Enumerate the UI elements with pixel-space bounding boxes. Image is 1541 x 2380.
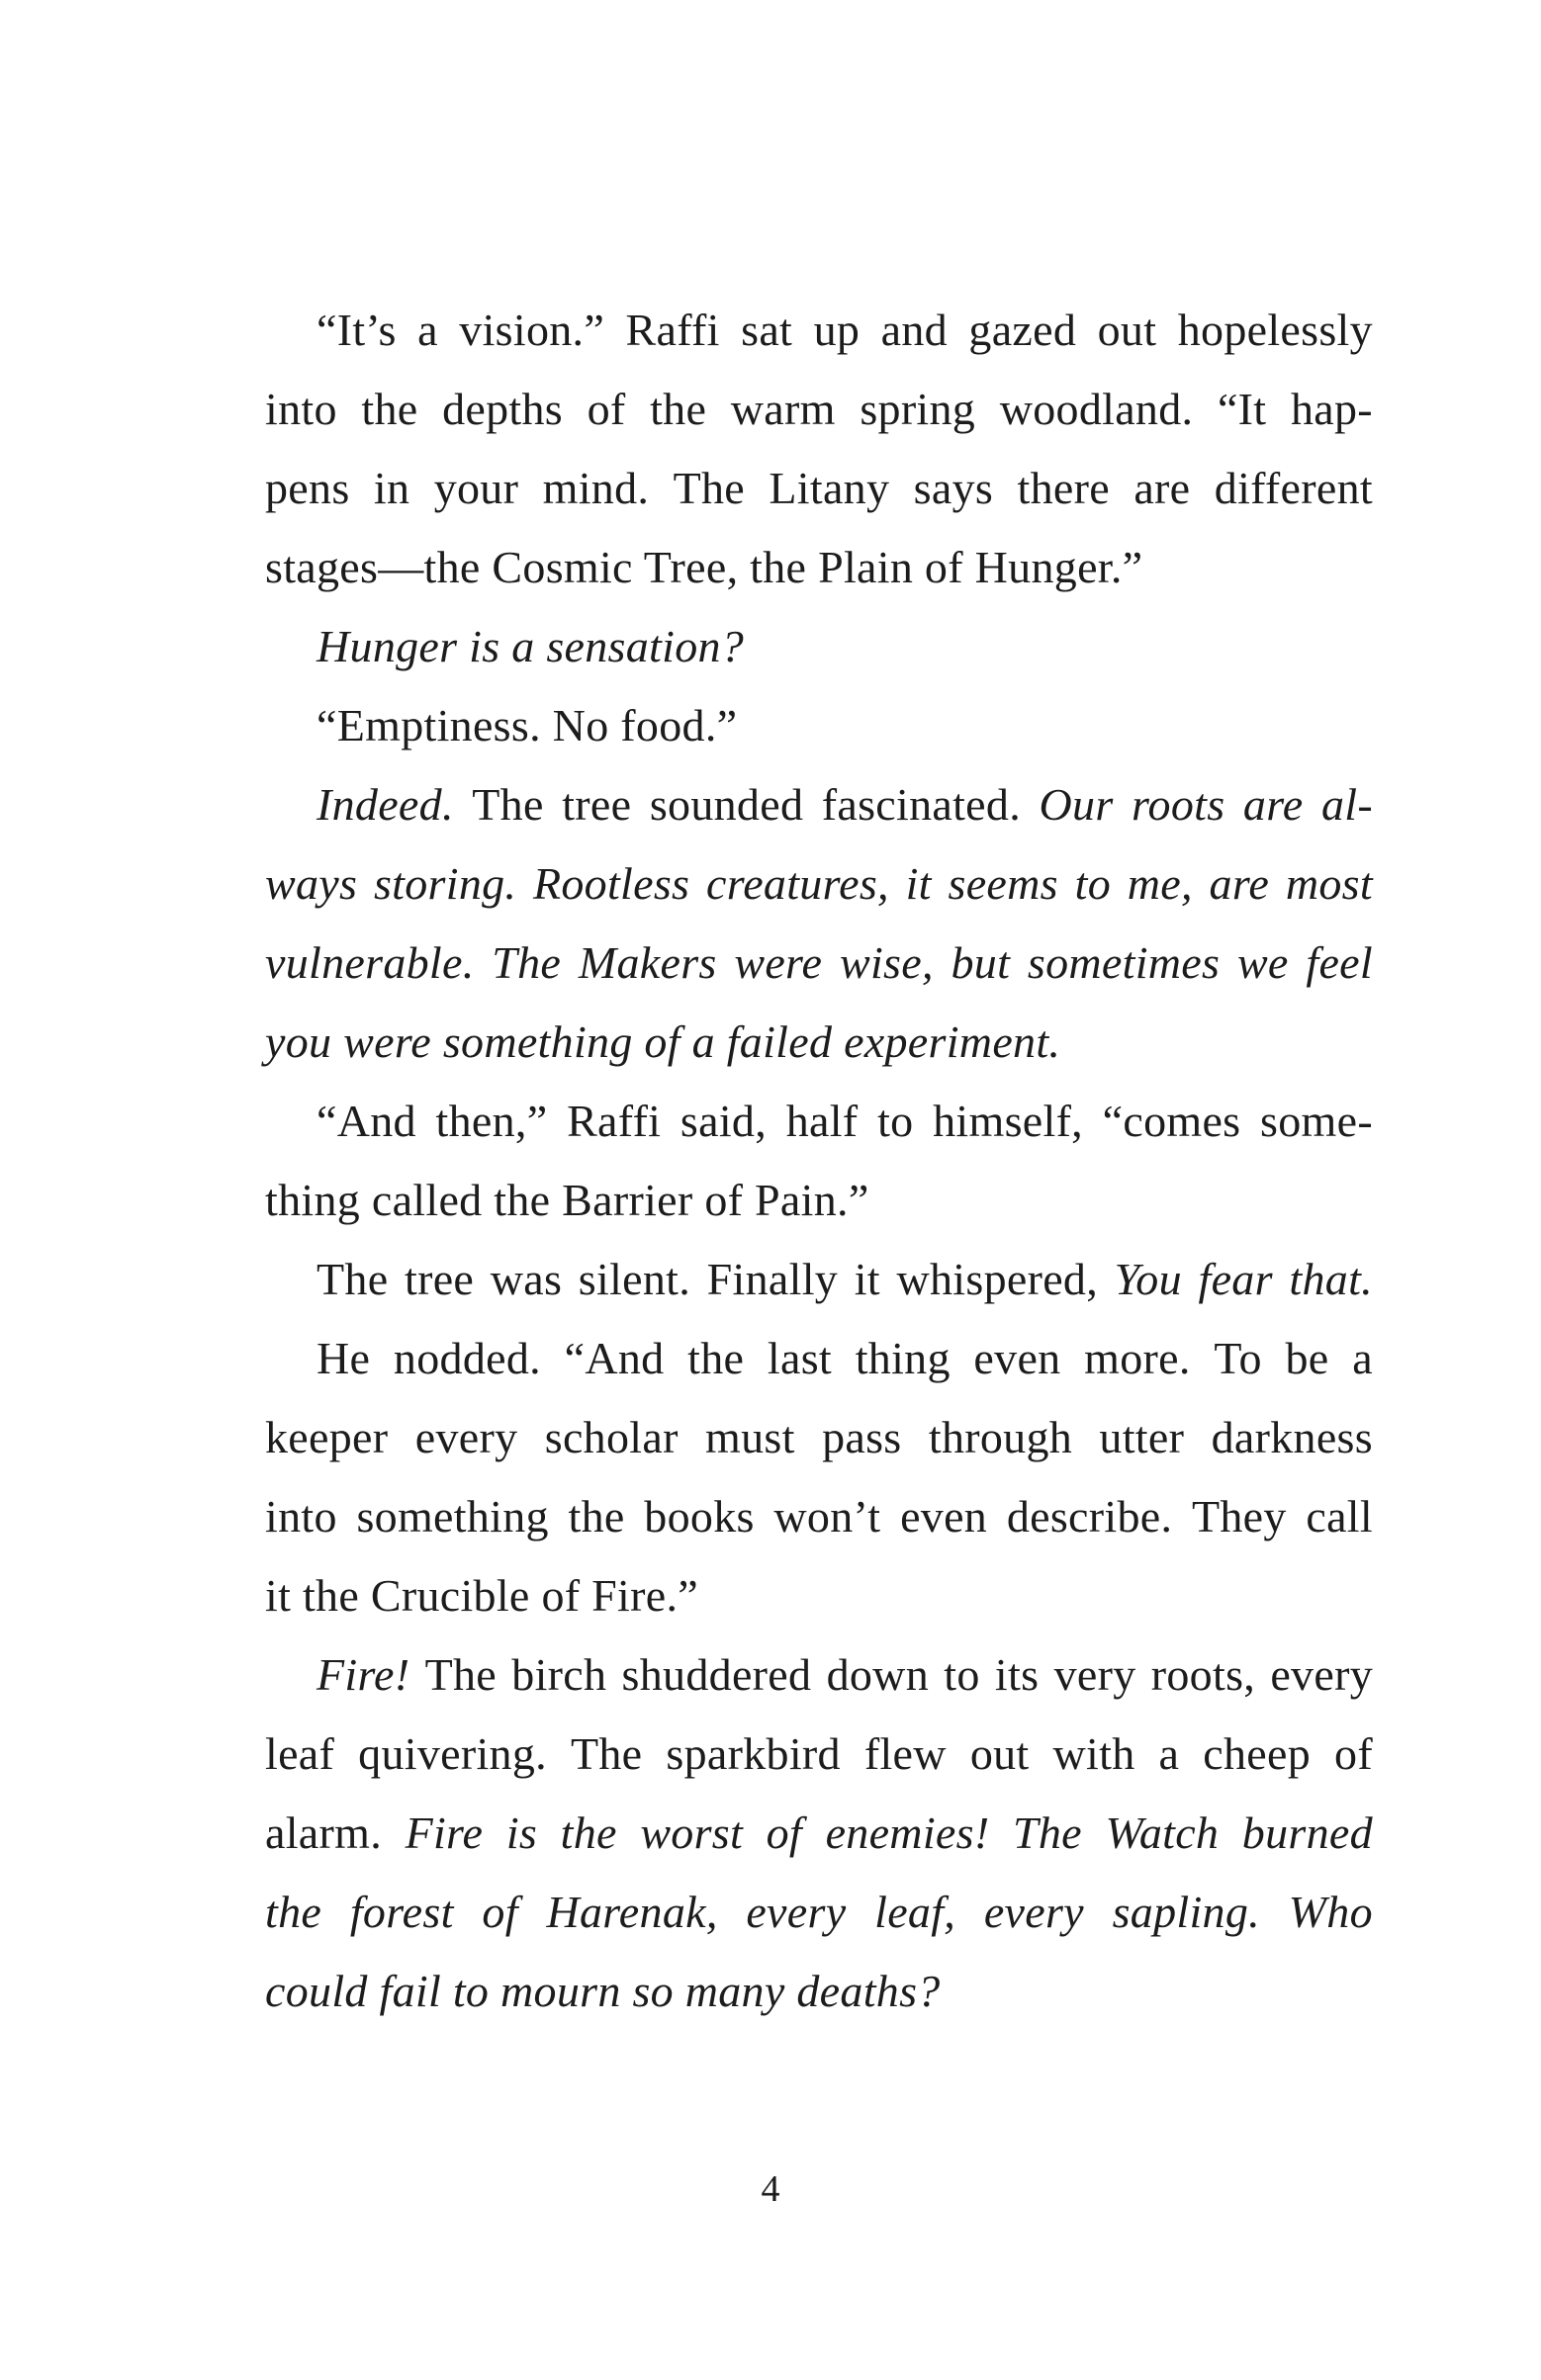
word: nodded.	[393, 1333, 541, 1383]
word: worst	[640, 1807, 744, 1858]
word: even	[973, 1333, 1061, 1383]
word: roots	[1132, 779, 1225, 830]
italic-run: could fail to mourn so many deaths?	[265, 1966, 941, 2016]
word: the	[687, 1333, 745, 1383]
text-line	[265, 1794, 1373, 1873]
word: vulnerable.	[265, 937, 475, 988]
word: fascinated.	[821, 779, 1021, 830]
word: Finally	[706, 1254, 839, 1304]
word: sapling.	[1112, 1887, 1260, 1937]
word: They	[1191, 1491, 1287, 1542]
word: into	[265, 384, 337, 434]
word: The	[424, 1649, 497, 1700]
word: very	[1053, 1649, 1136, 1700]
text-line	[265, 1161, 869, 1240]
word: every	[1270, 1649, 1373, 1700]
word: most	[1285, 858, 1373, 909]
word: “And	[564, 1333, 665, 1383]
word: into	[265, 1491, 337, 1542]
page-number: 4	[761, 2168, 780, 2210]
word: He	[317, 1333, 371, 1383]
word: half	[785, 1096, 859, 1146]
word: shuddered	[621, 1649, 812, 1700]
word: every	[983, 1887, 1084, 1937]
word: scholar	[544, 1412, 679, 1462]
text-line	[265, 924, 1373, 1003]
word: Makers	[578, 937, 717, 988]
italic-run: Hunger is a sensation?	[317, 621, 745, 671]
word: we	[1236, 937, 1289, 988]
word: “It	[1217, 384, 1267, 434]
word: burned	[1241, 1807, 1373, 1858]
text-line	[265, 1398, 1373, 1477]
word: “It’s	[317, 305, 397, 355]
text-line	[317, 686, 737, 765]
word: pens	[265, 463, 350, 513]
word: “comes	[1102, 1096, 1241, 1146]
word: storing.	[373, 858, 517, 909]
word: ways	[265, 858, 358, 909]
text-line	[317, 607, 744, 686]
word: vision.”	[459, 305, 605, 355]
word: describe.	[1006, 1491, 1173, 1542]
word: tree	[405, 1254, 475, 1304]
word: feel	[1306, 937, 1373, 988]
word: mind.	[542, 463, 650, 513]
word: it	[854, 1254, 880, 1304]
word: Fire!	[317, 1649, 410, 1700]
word: sparkbird	[666, 1728, 841, 1779]
text-line	[317, 1319, 1373, 1398]
word: some-	[1260, 1096, 1373, 1146]
word: be	[1285, 1333, 1329, 1383]
word: Harenak,	[546, 1887, 718, 1937]
text-line	[317, 1240, 1373, 1319]
word: call	[1306, 1491, 1373, 1542]
word: spring	[860, 384, 976, 434]
word: through	[928, 1412, 1073, 1462]
word: pass	[822, 1412, 902, 1462]
word: quivering.	[358, 1728, 547, 1779]
word: woodland.	[999, 384, 1194, 434]
word: Rootless	[532, 858, 690, 909]
word: the	[560, 1807, 617, 1858]
text-run: it the Crucible of Fire.”	[265, 1570, 698, 1621]
word: up	[813, 305, 861, 355]
text-line	[265, 1003, 1060, 1082]
word: every	[746, 1887, 847, 1937]
word: sat	[741, 305, 793, 355]
word: leaf,	[874, 1887, 956, 1937]
word: the	[265, 1887, 322, 1937]
word: Raffi	[625, 305, 720, 355]
word: Raffi	[567, 1096, 662, 1146]
word: al-	[1320, 779, 1373, 830]
word: The	[673, 463, 745, 513]
word: To	[1214, 1333, 1262, 1383]
word: a	[1158, 1728, 1180, 1779]
word: Indeed.	[317, 779, 454, 830]
word: Litany	[769, 463, 890, 513]
word: flew	[863, 1728, 947, 1779]
word: Who	[1288, 1887, 1373, 1937]
text-line	[265, 370, 1373, 449]
word: your	[433, 463, 519, 513]
text-line	[265, 449, 1373, 528]
word: and	[880, 305, 948, 355]
text-run: thing called the Barrier of Pain.”	[265, 1175, 869, 1225]
word: something	[356, 1491, 549, 1542]
word: books	[644, 1491, 755, 1542]
word: different	[1214, 463, 1373, 513]
word: sometimes	[1027, 937, 1221, 988]
text-line	[317, 1635, 1373, 1715]
word: every	[414, 1412, 518, 1462]
word: seems	[948, 858, 1058, 909]
word: the	[650, 384, 707, 434]
word: Fire	[405, 1807, 484, 1858]
word: depths	[442, 384, 563, 434]
word: The	[570, 1728, 643, 1779]
word: cheep	[1203, 1728, 1312, 1779]
word: are	[1133, 463, 1191, 513]
word: darkness	[1211, 1412, 1373, 1462]
word: must	[705, 1412, 795, 1462]
word: with	[1052, 1728, 1135, 1779]
word: creatures,	[706, 858, 889, 909]
word: the	[361, 384, 418, 434]
word: to	[944, 1649, 980, 1700]
word: are	[1209, 858, 1270, 909]
word: that.	[1289, 1254, 1373, 1304]
text-line	[265, 844, 1373, 924]
word: the	[568, 1491, 625, 1542]
word: hap-	[1290, 384, 1373, 434]
word: The	[317, 1254, 389, 1304]
word: himself,	[933, 1096, 1083, 1146]
text-line	[265, 1952, 941, 2031]
word: enemies!	[825, 1807, 990, 1858]
word: “And	[317, 1096, 416, 1146]
text-line	[265, 1873, 1373, 1952]
word: of	[587, 384, 626, 434]
word: warm	[730, 384, 836, 434]
word: more.	[1084, 1333, 1191, 1383]
word: to	[1074, 858, 1111, 909]
text-run: stages—the Cosmic Tree, the Plain of Hunger.”	[265, 542, 1143, 592]
text-line	[317, 765, 1373, 844]
word: a	[417, 305, 438, 355]
word: is	[505, 1807, 538, 1858]
word: me,	[1127, 858, 1193, 909]
word: silent.	[578, 1254, 691, 1304]
word: said,	[680, 1096, 768, 1146]
text-line	[265, 1477, 1373, 1556]
word: was	[490, 1254, 563, 1304]
word: sounded	[649, 779, 804, 830]
word: last	[767, 1333, 833, 1383]
word: whispered,	[896, 1254, 1099, 1304]
word: in	[373, 463, 410, 513]
word: hopelessly	[1177, 305, 1373, 355]
word: utter	[1099, 1412, 1185, 1462]
word: roots,	[1150, 1649, 1256, 1700]
word: of	[482, 1887, 518, 1937]
text-run: “Emptiness. No food.”	[317, 700, 738, 750]
word: gazed	[968, 305, 1077, 355]
word: down	[826, 1649, 929, 1700]
word: You	[1114, 1254, 1182, 1304]
word: were	[734, 937, 823, 988]
word: fear	[1198, 1254, 1273, 1304]
word: leaf	[265, 1728, 335, 1779]
word: The	[1012, 1807, 1082, 1858]
word: it	[905, 858, 932, 909]
word: its	[994, 1649, 1040, 1700]
word: The	[492, 937, 562, 988]
word: won’t	[773, 1491, 881, 1542]
word: out	[1097, 305, 1157, 355]
word: forest	[349, 1887, 454, 1937]
word: The	[472, 779, 544, 830]
word: Watch	[1105, 1807, 1220, 1858]
word: then,”	[435, 1096, 548, 1146]
word: but	[951, 937, 1011, 988]
text-line	[265, 1556, 698, 1635]
word: wise,	[839, 937, 934, 988]
word: birch	[511, 1649, 607, 1700]
word: there	[1017, 463, 1110, 513]
word: out	[969, 1728, 1030, 1779]
word: of	[1334, 1728, 1373, 1779]
word: to	[877, 1096, 914, 1146]
text-line	[265, 1715, 1373, 1794]
word: says	[913, 463, 994, 513]
word: even	[900, 1491, 988, 1542]
text-line	[317, 291, 1373, 370]
text-line	[317, 1082, 1373, 1161]
word: tree	[562, 779, 632, 830]
text-line	[265, 528, 1142, 607]
word: keeper	[265, 1412, 389, 1462]
word: a	[1352, 1333, 1373, 1383]
word: of	[766, 1807, 803, 1858]
word: are	[1242, 779, 1304, 830]
italic-run: you were something of a failed experiment.	[265, 1016, 1061, 1067]
word: alarm.	[265, 1807, 383, 1858]
word: Our	[1039, 779, 1114, 830]
word: thing	[855, 1333, 951, 1383]
